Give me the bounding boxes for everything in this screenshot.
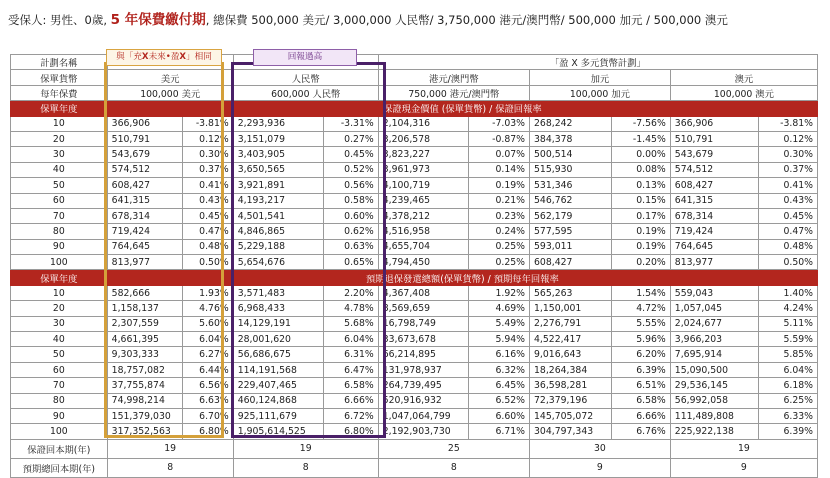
rate-cell: 0.58% [324, 193, 379, 208]
rate-cell: 1.93% [183, 285, 233, 300]
expected-payback-aud: 9 [670, 458, 817, 477]
rate-cell: 0.37% [183, 162, 233, 177]
high-return-badge: 回報過高 [253, 49, 357, 66]
value-cell: 4,661,395 [107, 332, 183, 347]
rate-cell: -3.81% [759, 116, 818, 131]
value-cell: 531,346 [530, 178, 612, 193]
rate-cell: -3.81% [183, 116, 233, 131]
value-cell: 565,263 [530, 285, 612, 300]
section1-header [11, 101, 818, 116]
value-cell: 2,293,936 [233, 116, 323, 131]
section1-year-label: 保單年度 [11, 101, 108, 116]
rate-cell: 6.31% [324, 347, 379, 362]
value-cell: 4,367,408 [378, 285, 468, 300]
value-cell: 574,512 [107, 162, 183, 177]
value-cell: 145,705,072 [530, 408, 612, 423]
rate-cell: 6.04% [759, 362, 818, 377]
summary-prefix: 受保人: 男性、0歲, [8, 13, 108, 27]
section2-row [11, 332, 818, 347]
rate-cell: 5.68% [324, 316, 379, 331]
rate-cell: 6.45% [469, 378, 530, 393]
rate-cell: 0.50% [759, 255, 818, 270]
summary-suffix: , 總保費 500,000 美元/ 3,000,000 人民幣/ 3,750,000 港元/澳門幣/ 500,000 加元 / 500,000 澳元 [205, 13, 728, 27]
value-cell: 641,315 [107, 193, 183, 208]
value-cell: 2,104,316 [378, 116, 468, 131]
rate-cell: 0.65% [324, 255, 379, 270]
value-cell: 3,571,483 [233, 285, 323, 300]
rate-cell: 0.25% [469, 239, 530, 254]
policy-year: 60 [11, 362, 108, 377]
rate-cell: 0.19% [469, 178, 530, 193]
rate-cell: 0.13% [611, 178, 670, 193]
rate-cell: 6.71% [469, 424, 530, 439]
rate-cell: 0.45% [183, 208, 233, 223]
value-cell: 1,047,064,799 [378, 408, 468, 423]
rate-cell: 6.58% [611, 393, 670, 408]
policy-year: 70 [11, 378, 108, 393]
value-cell: 1,905,614,525 [233, 424, 323, 439]
section1-title: 保證現金價值 (保單貨幣) / 保證回報率 [107, 101, 817, 116]
policy-year: 60 [11, 193, 108, 208]
value-cell: 9,303,333 [107, 347, 183, 362]
value-cell: 4,522,417 [530, 332, 612, 347]
value-cell: 225,922,138 [670, 424, 758, 439]
value-cell: 641,315 [670, 193, 758, 208]
value-cell: 925,111,679 [233, 408, 323, 423]
currency-usd: 美元 [107, 70, 233, 85]
value-cell: 6,968,433 [233, 301, 323, 316]
value-cell: 8,569,659 [378, 301, 468, 316]
rate-cell: 5.55% [611, 316, 670, 331]
expected-payback-rmb: 8 [233, 458, 378, 477]
value-cell: 500,514 [530, 147, 612, 162]
rate-cell: 0.63% [324, 239, 379, 254]
value-cell: 3,921,891 [233, 178, 323, 193]
section1-row [11, 162, 818, 177]
section1-row [11, 208, 818, 223]
policy-year: 80 [11, 224, 108, 239]
section2-row [11, 316, 818, 331]
policy-year: 100 [11, 424, 108, 439]
section2-year-label: 保單年度 [11, 270, 108, 285]
rate-cell: 6.66% [324, 393, 379, 408]
rate-cell: 0.41% [759, 178, 818, 193]
rate-cell: 6.60% [469, 408, 530, 423]
expected-payback-row [11, 458, 818, 477]
rate-cell: 6.70% [183, 408, 233, 423]
same-as-plan-badge: 與「充X未來•盈X」相同 [106, 49, 222, 66]
policy-year: 50 [11, 178, 108, 193]
rate-cell: 6.18% [759, 378, 818, 393]
value-cell: 764,645 [107, 239, 183, 254]
rate-cell: 6.58% [324, 378, 379, 393]
rate-cell: 0.07% [469, 147, 530, 162]
policy-year: 70 [11, 208, 108, 223]
value-cell: 7,695,914 [670, 347, 758, 362]
rate-cell: 4.69% [469, 301, 530, 316]
value-cell: 229,407,465 [233, 378, 323, 393]
section1-row [11, 147, 818, 162]
premium-label: 每年保費 [11, 85, 108, 100]
rate-cell: 0.47% [759, 224, 818, 239]
value-cell: 2,024,677 [670, 316, 758, 331]
value-cell: 4,501,541 [233, 208, 323, 223]
value-cell: 18,757,082 [107, 362, 183, 377]
value-cell: 4,516,958 [378, 224, 468, 239]
rate-cell: -3.31% [324, 116, 379, 131]
currency-hkd: 港元/澳門幣 [378, 70, 529, 85]
guaranteed-payback-row [11, 439, 818, 458]
rate-cell: 1.40% [759, 285, 818, 300]
value-cell: 719,424 [107, 224, 183, 239]
rate-cell: 0.17% [611, 208, 670, 223]
rate-cell: 5.85% [759, 347, 818, 362]
policy-year: 90 [11, 408, 108, 423]
rate-cell: 0.27% [324, 131, 379, 146]
value-cell: 1,057,045 [670, 301, 758, 316]
rate-cell: 6.44% [183, 362, 233, 377]
rate-cell: 6.80% [183, 424, 233, 439]
value-cell: 36,598,281 [530, 378, 612, 393]
currency-rmb: 人民幣 [233, 70, 378, 85]
value-cell: 460,124,868 [233, 393, 323, 408]
value-cell: 582,666 [107, 285, 183, 300]
value-cell: 510,791 [107, 131, 183, 146]
rate-cell: 6.56% [183, 378, 233, 393]
value-cell: 3,206,578 [378, 131, 468, 146]
rate-cell: 0.14% [469, 162, 530, 177]
rate-cell: 0.37% [759, 162, 818, 177]
rate-cell: 0.56% [324, 178, 379, 193]
rate-cell: 6.20% [611, 347, 670, 362]
plan-label: 計劃名稱 [11, 55, 108, 70]
rate-cell: 0.60% [324, 208, 379, 223]
guaranteed-payback-cad: 30 [530, 439, 671, 458]
rate-cell: 5.96% [611, 332, 670, 347]
rate-cell: 4.72% [611, 301, 670, 316]
value-cell: 608,427 [530, 255, 612, 270]
value-cell: 3,966,203 [670, 332, 758, 347]
guaranteed-payback-aud: 19 [670, 439, 817, 458]
section1-row [11, 239, 818, 254]
currency-aud: 澳元 [670, 70, 817, 85]
rate-cell: 6.39% [611, 362, 670, 377]
rate-cell: 6.52% [469, 393, 530, 408]
policy-year: 100 [11, 255, 108, 270]
value-cell: 562,179 [530, 208, 612, 223]
rate-cell: 0.30% [759, 147, 818, 162]
rate-cell: 0.48% [759, 239, 818, 254]
insured-summary [8, 8, 728, 28]
policy-year: 30 [11, 316, 108, 331]
policy-year: 30 [11, 147, 108, 162]
value-cell: 33,673,678 [378, 332, 468, 347]
premium-aud: 100,000 澳元 [670, 85, 817, 100]
value-cell: 28,001,620 [233, 332, 323, 347]
rate-cell: 4.24% [759, 301, 818, 316]
value-cell: 559,043 [670, 285, 758, 300]
value-cell: 5,654,676 [233, 255, 323, 270]
value-cell: 4,100,719 [378, 178, 468, 193]
value-cell: 3,151,079 [233, 131, 323, 146]
value-cell: 813,977 [107, 255, 183, 270]
value-cell: 4,846,865 [233, 224, 323, 239]
value-cell: 56,992,058 [670, 393, 758, 408]
section2-row [11, 408, 818, 423]
premium-rmb: 600,000 人民幣 [233, 85, 378, 100]
value-cell: 2,192,903,730 [378, 424, 468, 439]
rate-cell: 6.47% [324, 362, 379, 377]
value-cell: 29,536,145 [670, 378, 758, 393]
section1-row [11, 193, 818, 208]
policy-year: 80 [11, 393, 108, 408]
rate-cell: 0.12% [183, 131, 233, 146]
value-cell: 2,307,559 [107, 316, 183, 331]
rate-cell: 0.43% [183, 193, 233, 208]
guaranteed-payback-rmb: 19 [233, 439, 378, 458]
value-cell: 317,352,563 [107, 424, 183, 439]
rate-cell: 4.76% [183, 301, 233, 316]
section1-row [11, 131, 818, 146]
guaranteed-payback-label: 保證回本期(年) [11, 439, 108, 458]
rate-cell: 0.21% [469, 193, 530, 208]
rate-cell: 6.39% [759, 424, 818, 439]
value-cell: 3,650,565 [233, 162, 323, 177]
value-cell: 546,762 [530, 193, 612, 208]
rate-cell: 0.45% [324, 147, 379, 162]
value-cell: 131,978,937 [378, 362, 468, 377]
rate-cell: 6.80% [324, 424, 379, 439]
rate-cell: 0.12% [759, 131, 818, 146]
section2-row [11, 347, 818, 362]
value-cell: 510,791 [670, 131, 758, 146]
value-cell: 66,214,895 [378, 347, 468, 362]
currency-cad: 加元 [530, 70, 671, 85]
expected-payback-hkd: 8 [378, 458, 529, 477]
rate-cell: 5.60% [183, 316, 233, 331]
section2-title: 預期退保發還總額(保單貨幣) / 預期每年回報率 [107, 270, 817, 285]
premium-term-highlight: 5 年保費繳付期 [110, 12, 206, 28]
section1-row [11, 224, 818, 239]
value-cell: 3,823,227 [378, 147, 468, 162]
policy-year: 50 [11, 347, 108, 362]
rate-cell: 6.51% [611, 378, 670, 393]
rate-cell: 0.45% [759, 208, 818, 223]
premium-row [11, 85, 818, 100]
value-cell: 268,242 [530, 116, 612, 131]
value-cell: 813,977 [670, 255, 758, 270]
rate-cell: 6.63% [183, 393, 233, 408]
rate-cell: 0.15% [611, 193, 670, 208]
section2-row [11, 301, 818, 316]
value-cell: 114,191,568 [233, 362, 323, 377]
value-cell: 543,679 [670, 147, 758, 162]
value-cell: 16,798,749 [378, 316, 468, 331]
value-cell: 1,150,001 [530, 301, 612, 316]
rate-cell: 1.54% [611, 285, 670, 300]
section1-row [11, 116, 818, 131]
policy-year: 90 [11, 239, 108, 254]
rate-cell: 6.72% [324, 408, 379, 423]
value-cell: 2,276,791 [530, 316, 612, 331]
rate-cell: -7.03% [469, 116, 530, 131]
value-cell: 74,998,214 [107, 393, 183, 408]
section1-row [11, 255, 818, 270]
policy-year: 40 [11, 162, 108, 177]
value-cell: 3,403,905 [233, 147, 323, 162]
plan-name: 「盈 X 多元貨幣計劃」 [378, 55, 817, 70]
value-cell: 72,379,196 [530, 393, 612, 408]
section2-row [11, 393, 818, 408]
rate-cell: 6.32% [469, 362, 530, 377]
value-cell: 515,930 [530, 162, 612, 177]
value-cell: 608,427 [670, 178, 758, 193]
projection-table [10, 54, 818, 478]
rate-cell: 5.49% [469, 316, 530, 331]
value-cell: 719,424 [670, 224, 758, 239]
guaranteed-payback-hkd: 25 [378, 439, 529, 458]
currency-label: 保單貨幣 [11, 70, 108, 85]
value-cell: 366,906 [107, 116, 183, 131]
value-cell: 4,239,465 [378, 193, 468, 208]
value-cell: 4,193,217 [233, 193, 323, 208]
rate-cell: 0.52% [324, 162, 379, 177]
premium-usd: 100,000 美元 [107, 85, 233, 100]
value-cell: 574,512 [670, 162, 758, 177]
value-cell: 304,797,343 [530, 424, 612, 439]
value-cell: 3,961,973 [378, 162, 468, 177]
rate-cell: 5.59% [759, 332, 818, 347]
value-cell: 111,489,808 [670, 408, 758, 423]
value-cell: 678,314 [670, 208, 758, 223]
section1-row [11, 178, 818, 193]
rate-cell: 6.04% [324, 332, 379, 347]
rate-cell: -0.87% [469, 131, 530, 146]
rate-cell: 0.47% [183, 224, 233, 239]
rate-cell: 0.30% [183, 147, 233, 162]
value-cell: 678,314 [107, 208, 183, 223]
rate-cell: 6.25% [759, 393, 818, 408]
currency-row [11, 70, 818, 85]
value-cell: 4,378,212 [378, 208, 468, 223]
rate-cell: 0.00% [611, 147, 670, 162]
value-cell: 37,755,874 [107, 378, 183, 393]
rate-cell: 0.24% [469, 224, 530, 239]
expected-payback-usd: 8 [107, 458, 233, 477]
rate-cell: 0.20% [611, 255, 670, 270]
value-cell: 5,229,188 [233, 239, 323, 254]
rate-cell: 0.62% [324, 224, 379, 239]
value-cell: 151,379,030 [107, 408, 183, 423]
value-cell: 4,794,450 [378, 255, 468, 270]
rate-cell: 6.04% [183, 332, 233, 347]
rate-cell: 0.25% [469, 255, 530, 270]
rate-cell: 6.66% [611, 408, 670, 423]
rate-cell: 0.41% [183, 178, 233, 193]
section2-row [11, 285, 818, 300]
value-cell: 14,129,191 [233, 316, 323, 331]
value-cell: 543,679 [107, 147, 183, 162]
value-cell: 15,090,500 [670, 362, 758, 377]
rate-cell: 0.19% [611, 224, 670, 239]
rate-cell: 0.19% [611, 239, 670, 254]
rate-cell: 0.48% [183, 239, 233, 254]
rate-cell: 6.27% [183, 347, 233, 362]
policy-year: 20 [11, 301, 108, 316]
policy-year: 10 [11, 285, 108, 300]
section2-row [11, 362, 818, 377]
value-cell: 366,906 [670, 116, 758, 131]
rate-cell: 6.33% [759, 408, 818, 423]
premium-cad: 100,000 加元 [530, 85, 671, 100]
policy-year: 10 [11, 116, 108, 131]
rate-cell: 0.50% [183, 255, 233, 270]
value-cell: 764,645 [670, 239, 758, 254]
rate-cell: 5.11% [759, 316, 818, 331]
rate-cell: 6.16% [469, 347, 530, 362]
value-cell: 384,378 [530, 131, 612, 146]
guaranteed-payback-usd: 19 [107, 439, 233, 458]
rate-cell: 4.78% [324, 301, 379, 316]
rate-cell: 1.92% [469, 285, 530, 300]
section2-row [11, 424, 818, 439]
section2-header [11, 270, 818, 285]
value-cell: 18,264,384 [530, 362, 612, 377]
value-cell: 577,595 [530, 224, 612, 239]
expected-payback-cad: 9 [530, 458, 671, 477]
value-cell: 608,427 [107, 178, 183, 193]
value-cell: 1,158,137 [107, 301, 183, 316]
rate-cell: 6.76% [611, 424, 670, 439]
value-cell: 520,916,932 [378, 393, 468, 408]
rate-cell: 0.43% [759, 193, 818, 208]
policy-year: 40 [11, 332, 108, 347]
policy-year: 20 [11, 131, 108, 146]
rate-cell: 5.94% [469, 332, 530, 347]
value-cell: 264,739,495 [378, 378, 468, 393]
value-cell: 4,655,704 [378, 239, 468, 254]
rate-cell: 0.23% [469, 208, 530, 223]
rate-cell: 0.08% [611, 162, 670, 177]
expected-payback-label: 預期總回本期(年) [11, 458, 108, 477]
premium-hkd: 750,000 港元/澳門幣 [378, 85, 529, 100]
value-cell: 56,686,675 [233, 347, 323, 362]
rate-cell: 2.20% [324, 285, 379, 300]
section2-row [11, 378, 818, 393]
value-cell: 593,011 [530, 239, 612, 254]
rate-cell: -7.56% [611, 116, 670, 131]
value-cell: 9,016,643 [530, 347, 612, 362]
rate-cell: -1.45% [611, 131, 670, 146]
